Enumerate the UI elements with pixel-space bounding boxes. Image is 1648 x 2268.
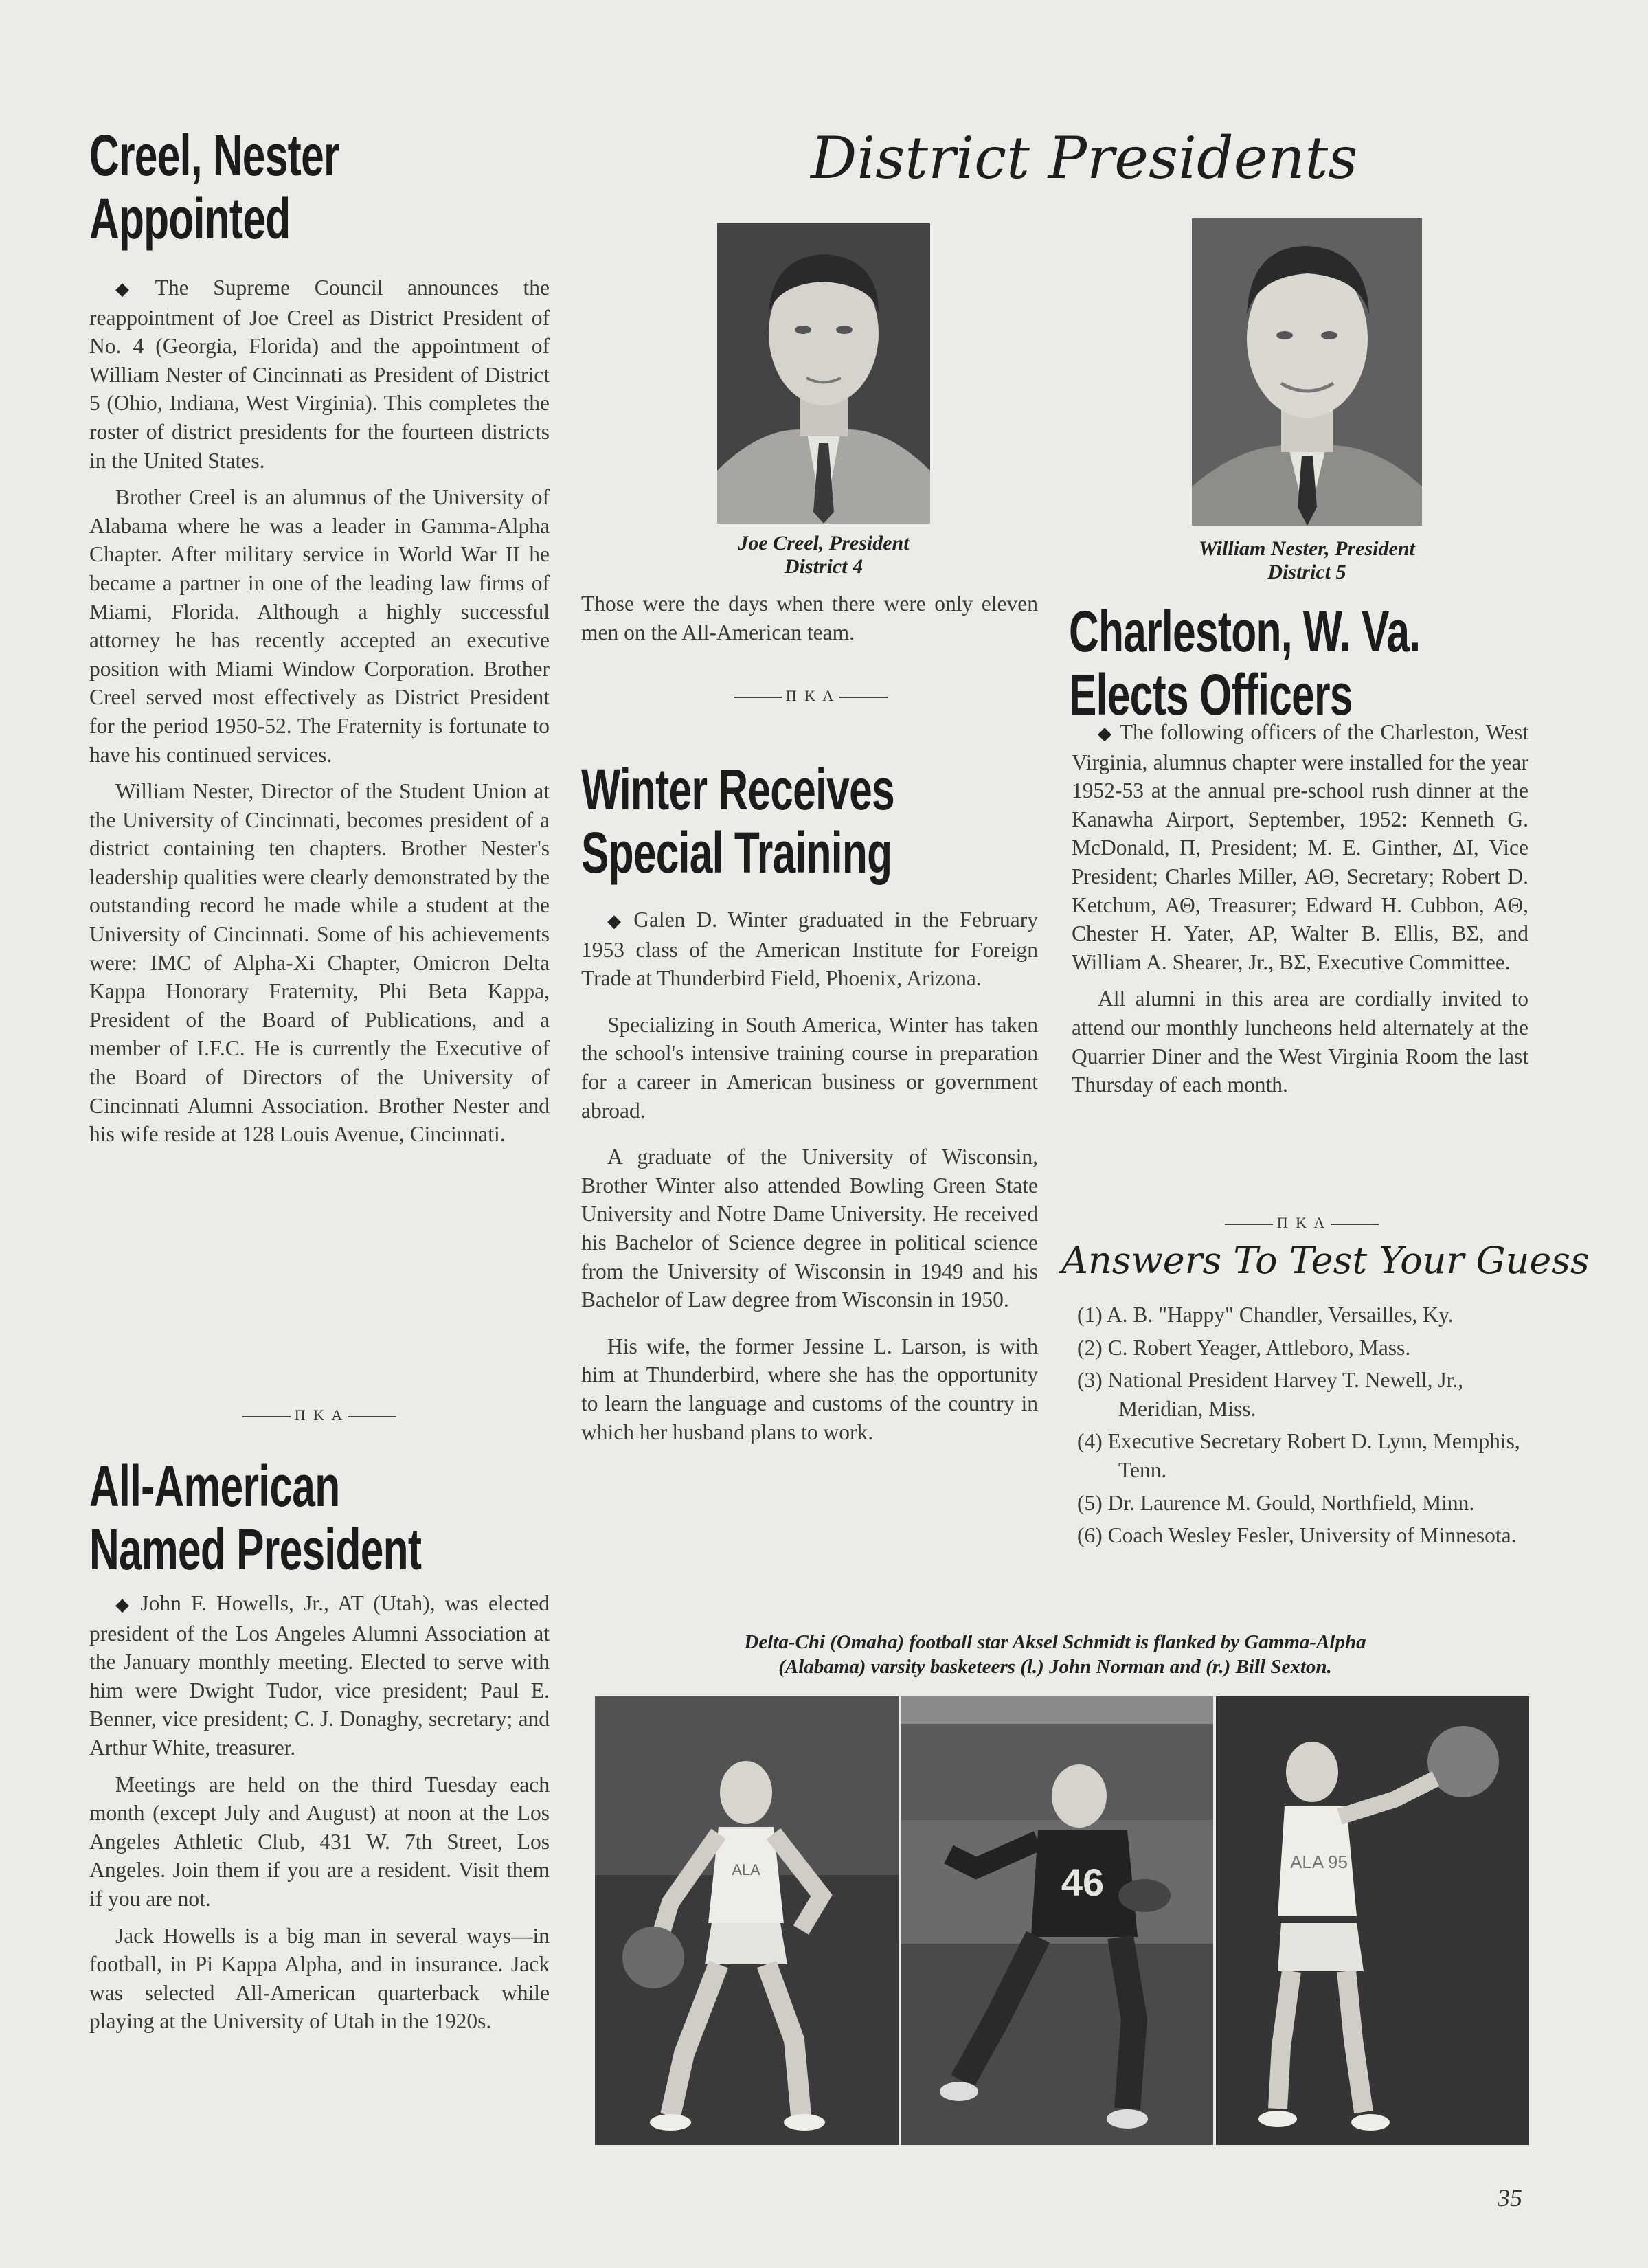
photo-john-norman — [595, 1696, 899, 2145]
answers-title: Answers To Test Your Guess — [1061, 1239, 1590, 1282]
answer-item: (6) Coach Wesley Fesler, University of Minnesota. — [1077, 1523, 1517, 1548]
headline-line-1: Charleston, W. Va. — [1069, 599, 1421, 664]
article-paragraph: Meetings are held on the third Tuesday each month (except July and August) at noon at the Los Angeles Athletic Club, 431 W. 7th Street, Los Angeles. Join them if you are a resident. Visit them if you are not. — [89, 1772, 550, 1911]
article-creel-nester — [89, 273, 550, 1157]
all-american-continued — [581, 590, 1038, 655]
bottom-photo-caption: Delta-Chi (Omaha) football star Aksel Schmidt is flanked by Gamma-Alpha (Alabama) varsity basketeers (l.) John Norman and (r.) Bill Sexton. — [744, 1631, 1366, 1678]
answer-item: (5) Dr. Laurence M. Gould, Northfield, Minn. — [1077, 1490, 1475, 1515]
diamond-bullet-icon: ◆ — [607, 911, 627, 931]
caption-william-nester: William Nester, President District 5 — [1199, 537, 1415, 583]
headline-line-1: Creel, Nester — [89, 123, 339, 188]
article-paragraph: ◆ The Supreme Council announces the reappointment of Joe Creel as District President of No. 4 (Georgia, Florida) and the appointment of William Nester of Cincinnati as President of District 5 (Ohio, Indiana, West Virginia). This completes the roster of district presidents for the fourteen districts in the United States. — [89, 276, 550, 473]
caption-joe-creel: Joe Creel, President District 4 — [738, 532, 910, 578]
section-divider: Π K A — [227, 1406, 412, 1424]
headline-line-2: Special Training — [581, 820, 892, 885]
article-paragraph: ◆ The following officers of the Charleston, West Virginia, alumnus chapter were installed for the year 1952-53 at the annual pre-school rush dinner at the Kanawha Airport, September, 1952: Kenneth G. McDonald, Π, President; M. E. Ginther, ΔΙ, Vice President; Charles Miller, ΑΘ, Secretary; Robert D. Ketchum, ΑΘ, Treasurer; Edward H. Cubbon, ΑΘ, Chester H. Yater, ΑΡ, Walter B. Ellis, ΒΣ, and William A. Shearer, Jr., ΒΣ, Executive Committee. — [1072, 720, 1528, 974]
article-winter-training — [581, 906, 1038, 1455]
article-all-american — [89, 1589, 550, 2044]
photo-bill-sexton — [1216, 1696, 1529, 2145]
article-paragraph: A graduate of the University of Wisconsin, Brother Winter also attended Bowling Green State University and Notre Dame University. He received his Bachelor of Science degree in political science from the University of Wisconsin in 1949 and his Bachelor of Law degree from Wisconsin in 1950. — [581, 1145, 1038, 1312]
article-paragraph: His wife, the former Jessine L. Larson, is with him at Thunderbird, where she has the opportunity to learn the language and customs of the country in which her husband plans to work. — [581, 1334, 1038, 1444]
article-paragraph: Those were the days when there were only eleven men on the All-American team. — [581, 592, 1038, 644]
diamond-bullet-icon: ◆ — [1098, 723, 1113, 743]
jersey-text: ALA 95 — [1290, 1852, 1348, 1872]
district-presidents-title: District Presidents — [811, 124, 1358, 192]
headline-line-1: Winter Receives — [581, 757, 894, 822]
article-paragraph: William Nester, Director of the Student Union at the University of Cincinnati, becomes president of a district containing ten chapters. Brother Nester's leadership qualities were clearly demonstrated by the outstanding record he made while a student at the University of Cincinnati. Some of his achievements were: IMC of Alpha-Xi Chapter, Omicron Delta Kappa Honorary Fraternity, Phi Beta Kappa, President of the Board of Publications, and a member of I.F.C. He is currently the Executive of the Board of Directors of the University of Cincinnati Alumni Association. Brother Nester and his wife reside at 128 Louis Avenue, Cincinnati. — [89, 779, 550, 1147]
article-charleston — [1072, 718, 1528, 1108]
jersey-text: ALA — [732, 1861, 760, 1878]
section-divider: Π K A — [718, 687, 903, 705]
article-paragraph: ◆ John F. Howells, Jr., AT (Utah), was elected president of the Los Angeles Alumni Association at the January monthly meeting. Elected to serve with him were Dwight Tudor, vice president; Paul E. Benner, vice president; C. J. Donaghy, secretary; and Arthur White, treasurer. — [89, 1591, 550, 1760]
article-paragraph: Jack Howells is a big man in several ways—in football, in Pi Kappa Alpha, and in insurance. Jack was selected All-American quarterback while playing at the University of Utah in the 1920s. — [89, 1923, 550, 2034]
answers-list — [1077, 1301, 1527, 1554]
answer-item: (1) A. B. "Happy" Chandler, Versailles, Ky. — [1077, 1303, 1454, 1327]
page-number: 35 — [1498, 2184, 1522, 2212]
headline-line-2: Appointed — [89, 186, 291, 251]
portrait-william-nester — [1192, 218, 1422, 526]
diamond-bullet-icon: ◆ — [115, 279, 148, 299]
article-paragraph: ◆ Galen D. Winter graduated in the February 1953 class of the American Institute for Foreign Trade at Thunderbird Field, Phoenix, Arizona. — [581, 908, 1038, 991]
answer-item: (4) Executive Secretary Robert D. Lynn, Memphis, Tenn. — [1077, 1429, 1520, 1482]
portrait-joe-creel — [717, 223, 930, 524]
headline-all-american — [89, 1455, 421, 1581]
headline-line-2: Named President — [89, 1517, 422, 1582]
headline-line-1: All-American — [89, 1454, 340, 1518]
headline-winter-training — [581, 758, 894, 884]
jersey-number: 46 — [1061, 1861, 1105, 1904]
headline-line-2: Elects Officers — [1069, 662, 1353, 727]
headline-charleston — [1069, 600, 1420, 726]
diamond-bullet-icon: ◆ — [115, 1595, 134, 1615]
article-paragraph: Specializing in South America, Winter has taken the school's intensive training course in preparation for a career in American business or government abroad. — [581, 1012, 1038, 1123]
headline-creel-nester — [89, 124, 339, 250]
answer-item: (3) National President Harvey T. Newell, Jr., Meridian, Miss. — [1077, 1368, 1464, 1421]
article-paragraph: All alumni in this area are cordially invited to attend our monthly luncheons held alternately at the Quarrier Diner and the West Virginia Room the last Thursday of each month. — [1072, 987, 1528, 1097]
article-paragraph: Brother Creel is an alumnus of the University of Alabama where he was a leader in Gamma-Alpha Chapter. After military service in World War II he became a partner in one of the leading law firms of Miami, Florida. Although a highly successful attorney he has recently accepted an executive position with Miami Window Corporation. Brother Creel served most effectively as District President for the period 1950-52. The Fraternity is fortunate to have his continued services. — [89, 485, 550, 767]
photo-aksel-schmidt — [901, 1696, 1213, 2145]
answer-item: (2) C. Robert Yeager, Attleboro, Mass. — [1077, 1335, 1411, 1360]
section-divider: Π K A — [1209, 1214, 1395, 1232]
